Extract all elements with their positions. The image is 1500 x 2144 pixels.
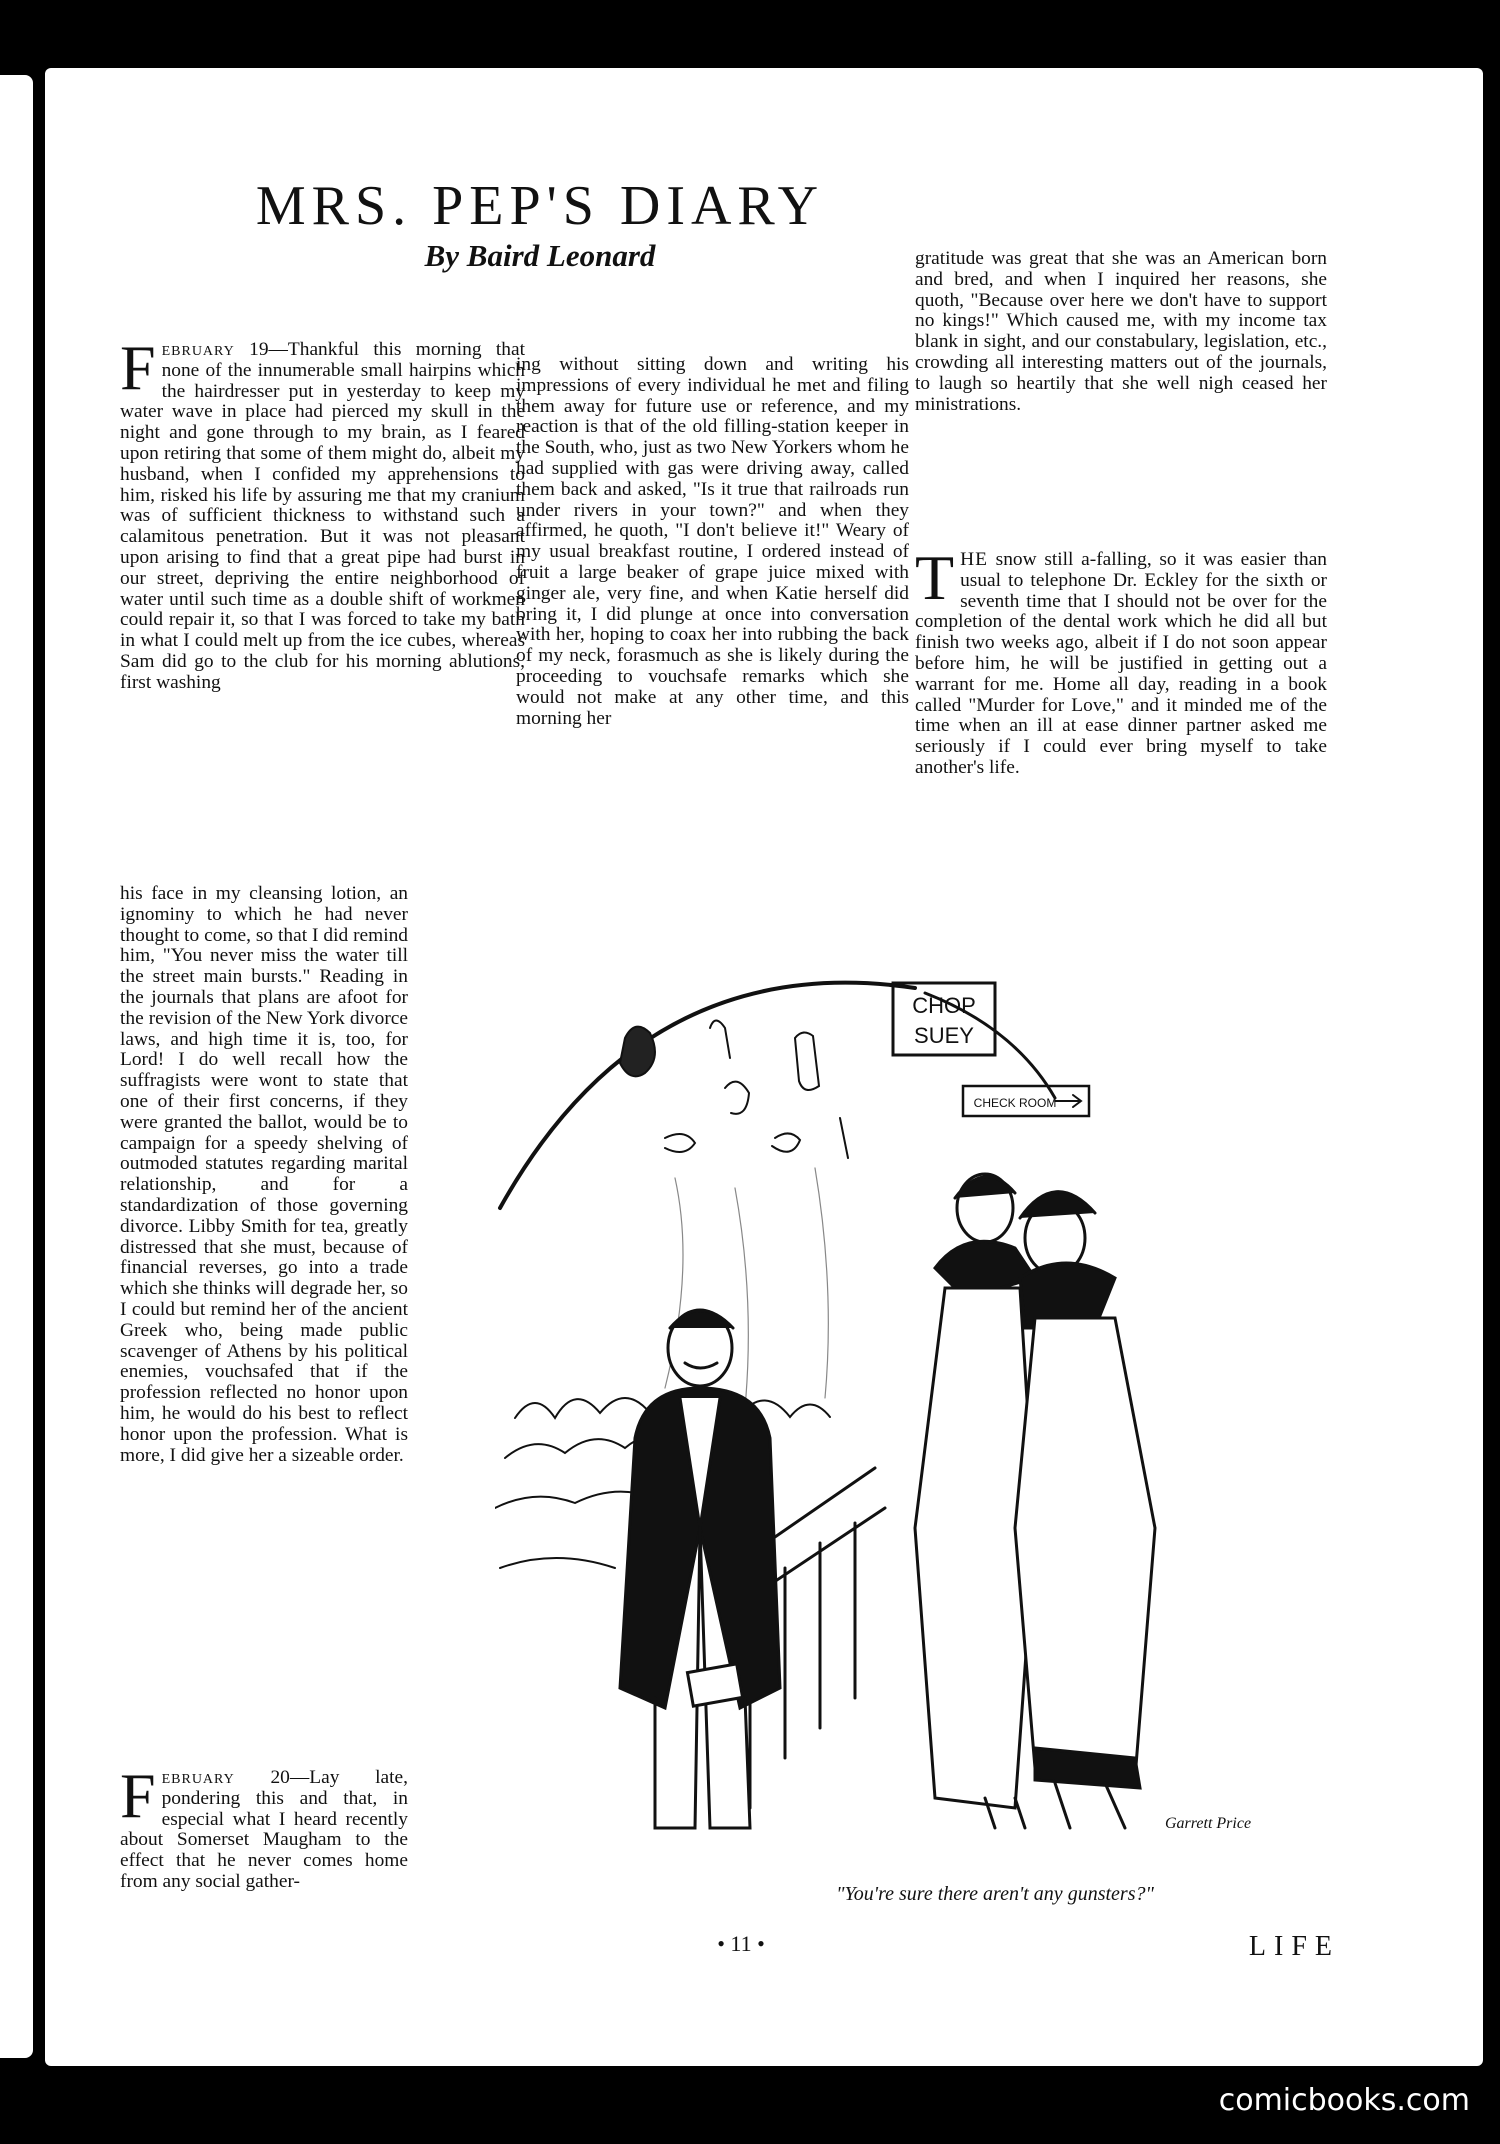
entry-text: gratitude was great that she was an American born and bred, and when I inquired her reasons, she quoth, "Because over here we don't have to support no kings!" Which caused me, with my income tax blank in sight, and our constabulary, legislation, etc., crowding all interesting matters out of the journals, to laugh so heartily that she well nigh ceased her ministrations. — [915, 248, 1327, 415]
woman-in-fur-coat-right — [1015, 1192, 1155, 1828]
entry-text: ing without sitting down and writing his impressions of every individual he met and filing them away for future use or reference, and my reaction is that of the old filling-station keeper in the South, who, just as two New Yorkers whom he had supplied with gas were driving away, called them back and asked, "Is it true that railroads run under rivers in your town?" and when they affirmed, he quoth, "I don't believe it!" Weary of my usual breakfast routine, I ordered instead of fruit a large beaker of grape juice mixed with ginger ale, very fine, and when Katie herself did bring it, I did plunge at once into conversation with her, hoping to coax her into rubbing the back of my neck, forasmuch as she is likely during the proceeding to vouchsafe remarks which she would not make at any other time, and this morning her — [516, 354, 909, 729]
column-2 — [516, 355, 909, 729]
drop-cap: F — [120, 332, 156, 403]
article-byline: By Baird Leonard — [424, 238, 656, 273]
entry-text: 20—Lay late, pondering this and that, in especial what I heard recently about Somerset Maugham to the effect that he never comes home from any social gather- — [120, 1767, 408, 1892]
entry-lead: HE — [960, 549, 988, 570]
entry-date: ebruary — [161, 1767, 235, 1788]
entry-feb-20 — [120, 1760, 408, 1893]
entry-text: 19—Thankful this morning that none of the innumerable small hairpins which the hairdresser put in yesterday to keep my water wave in place had pierced my skull in the night and gone through to my brain, as I feared upon retiring that some of them might do, albeit my husband, when I confided my apprehensions to him, risked his life by assuring me that my cranium was of sufficient thickness to withstand such a calamitous penetration. But it was not pleasant upon arising to find that a great pipe had burst in our street, depriving the entire neighborhood of water until such time as a double shift of workmen could repair it, so that I was forced to take my bath in what I could melt up from the ice cubes, whereas Sam did go to the club for his morning ablutions, first washing — [120, 339, 525, 693]
column-1-feb-20 — [120, 1760, 408, 1893]
column-3-top — [915, 249, 1327, 415]
arrow-right-icon — [1055, 1095, 1081, 1107]
column-3-snow-paragraph — [915, 542, 1327, 779]
archway-curve — [500, 983, 915, 1208]
magazine-page — [45, 68, 1483, 2066]
check-room-label: CHECK ROOM — [973, 1096, 1057, 1110]
sign-chop: CHOP — [912, 993, 976, 1018]
entry-snow — [915, 542, 1327, 779]
column-1-continued — [120, 884, 408, 1466]
cartoon-caption: "You're sure there aren't any gunsters?" — [836, 1883, 1154, 1905]
artist-signature: Garrett Price — [1165, 1815, 1252, 1832]
man-in-tuxedo — [620, 1310, 780, 1828]
band-sketch — [620, 1021, 848, 1159]
page-number: • 11 • — [717, 1931, 765, 1956]
article-title: MRS. PEP'S DIARY — [255, 175, 825, 237]
column-1-top — [120, 332, 525, 694]
entry-feb-19 — [120, 332, 525, 694]
magazine-name: LIFE — [1248, 1931, 1340, 1962]
watermark: comicbooks.com — [1218, 2083, 1470, 2118]
entry-text: snow still a-falling, so it was easier than usual to telephone Dr. Eckley for the sixth or seventh time that I should not be over for the completion of the dental work which he did all but finish two weeks ago, albeit if I do not soon appear before him, he will be justified in getting out a warrant for me. Home all day, reading in a book called "Murder for Love," and it minded me of the time when an ill at ease dinner partner asked me seriously if I could ever bring myself to take another's life. — [915, 549, 1327, 778]
facing-page-edge — [0, 75, 33, 2058]
drop-cap: F — [120, 1760, 156, 1831]
drop-cap: T — [915, 542, 955, 613]
sign-suey: SUEY — [914, 1023, 974, 1048]
cartoon-illustration — [495, 968, 1335, 1848]
entry-date: ebruary — [161, 339, 235, 360]
entry-text-continued: his face in my cleansing lotion, an ignominy to which he had never thought to come, so that I did remind him, "You never miss the water till the street main bursts." Reading in the journals that plans are afoot for the revision of the New York divorce laws, and high time it is, too, for Lord! I do well recall how the suffragists were wont to state that one of their first concerns, if they were granted the ballot, would be to campaign for a speedy shelving of outmoded statutes regarding marital relationship, and for a standardization of those governing divorce. Libby Smith for tea, greatly distressed that she must, because of financial reverses, go into a trade which she thinks will degrade her, so I could but remind her of the ancient Greek who, being made public scavenger of Athens by his political enemies, vouchsafed that if the profession reflected no honor upon him, he would do his best to reflect honor upon the profession. What is more, I did give her a sizeable order. — [120, 883, 408, 1466]
